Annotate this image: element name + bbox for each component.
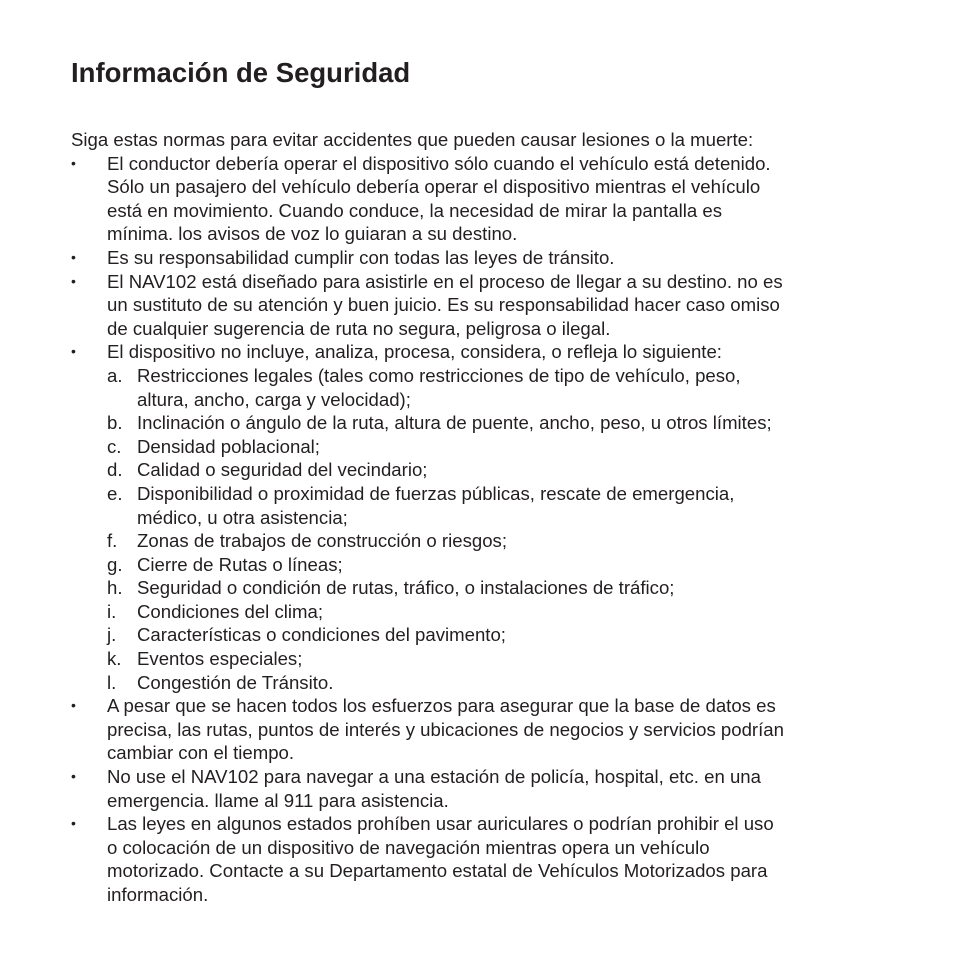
text-line: Sólo un pasajero del vehículo debería operar el dispositivo mientras el vehículo — [107, 176, 761, 198]
text-line: mínima. los avisos de voz lo guiaran a su destino. — [107, 223, 518, 245]
bullet-symbol: • — [71, 697, 76, 714]
text-line: médico, u otra asistencia; — [137, 506, 348, 528]
bullet-text — [107, 765, 901, 812]
sub-list — [107, 364, 901, 694]
text-line: Condiciones del clima; — [137, 600, 324, 622]
bullet-item — [71, 812, 901, 906]
bullet-item — [71, 694, 901, 765]
sub-list-marker: l. — [107, 671, 117, 693]
text-line: El dispositivo no incluye, analiza, procesa, considera, o refleja lo siguiente: — [107, 341, 722, 363]
text-line: Congestión de Tránsito. — [137, 671, 334, 693]
sub-list-item — [107, 435, 901, 459]
bullet-item — [71, 340, 901, 694]
bullet-symbol: • — [71, 815, 76, 832]
text-line: Características o condiciones del pavimento; — [137, 624, 506, 646]
page-title: Información de Seguridad — [71, 57, 411, 88]
sub-list-marker: f. — [107, 530, 118, 552]
sub-list-item — [107, 623, 901, 647]
sub-list-marker: d. — [107, 459, 123, 481]
text-line: está en movimiento. Cuando conduce, la necesidad de mirar la pantalla es — [107, 199, 722, 221]
text-line: Es su responsabilidad cumplir con todas las leyes de tránsito. — [107, 246, 615, 268]
text-line: Seguridad o condición de rutas, tráfico, o instalaciones de tráfico; — [137, 577, 675, 599]
bullet-item — [71, 152, 901, 246]
bullet-text — [107, 340, 901, 364]
sub-list-marker: b. — [107, 412, 123, 434]
sub-list-marker: i. — [107, 600, 117, 622]
bullet-symbol: • — [71, 343, 76, 360]
bullet-item — [71, 270, 901, 341]
sub-list-item — [107, 553, 901, 577]
text-line: Densidad poblacional; — [137, 435, 320, 457]
bullet-item — [71, 765, 901, 812]
bullet-item — [71, 246, 901, 270]
intro-text: Siga estas normas para evitar accidentes que pueden causar lesiones o la muerte: — [71, 129, 754, 150]
sub-list-item — [107, 458, 901, 482]
sub-list-marker: j. — [107, 624, 117, 646]
sub-list-marker: e. — [107, 482, 123, 504]
text-line: Calidad o seguridad del vecindario; — [137, 459, 428, 481]
text-line: Las leyes en algunos estados prohíben usar auriculares o podrían prohibir el uso — [107, 813, 774, 835]
safety-content — [71, 128, 901, 907]
bullet-text — [107, 246, 901, 270]
bullet-text — [107, 270, 901, 341]
text-line: precisa, las rutas, puntos de interés y ubicaciones de negocios y servicios podrían — [107, 718, 784, 740]
bullet-text — [107, 152, 901, 246]
text-line: Disponibilidad o proximidad de fuerzas públicas, rescate de emergencia, — [137, 482, 735, 504]
bullet-text — [107, 812, 901, 906]
sub-list-marker: k. — [107, 648, 122, 670]
text-line: emergencia. llame al 911 para asistencia. — [107, 789, 449, 811]
bullet-text — [107, 694, 901, 765]
text-line: o colocación de un dispositivo de navegación mientras opera un vehículo — [107, 836, 710, 858]
sub-list-marker: c. — [107, 435, 122, 457]
text-line: altura, ancho, carga y velocidad); — [137, 388, 411, 410]
text-line: Cierre de Rutas o líneas; — [137, 553, 343, 575]
text-line: Inclinación o ángulo de la ruta, altura de puente, ancho, peso, u otros límites; — [137, 412, 772, 434]
text-line: Restricciones legales (tales como restricciones de tipo de vehículo, peso, — [137, 364, 741, 386]
text-line: El conductor debería operar el dispositivo sólo cuando el vehículo está detenido. — [107, 152, 771, 174]
sub-list-marker: g. — [107, 553, 123, 575]
sub-list-item — [107, 600, 901, 624]
text-line: de cualquier sugerencia de ruta no segura, peligrosa o ilegal. — [107, 317, 611, 339]
text-line: un sustituto de su atención y buen juicio. Es su responsabilidad hacer caso omiso — [107, 294, 780, 316]
bullet-symbol: • — [71, 768, 76, 785]
sub-list-item — [107, 482, 901, 529]
text-line: motorizado. Contacte a su Departamento estatal de Vehículos Motorizados para — [107, 860, 768, 882]
bullet-symbol: • — [71, 248, 76, 265]
bullet-symbol: • — [71, 272, 76, 289]
sub-list-item — [107, 647, 901, 671]
safety-bullet-list — [71, 152, 901, 907]
text-line: cambiar con el tiempo. — [107, 742, 295, 764]
sub-list-item — [107, 364, 901, 411]
text-line: A pesar que se hacen todos los esfuerzos para asegurar que la base de datos es — [107, 695, 776, 717]
text-line: El NAV102 está diseñado para asistirle en el proceso de llegar a su destino. no es — [107, 270, 783, 292]
sub-list-item — [107, 576, 901, 600]
bullet-symbol: • — [71, 154, 76, 171]
text-line: Eventos especiales; — [137, 648, 303, 670]
text-line: Zonas de trabajos de construcción o riesgos; — [137, 530, 508, 552]
sub-list-item — [107, 671, 901, 695]
sub-list-item — [107, 529, 901, 553]
text-line: No use el NAV102 para navegar a una estación de policía, hospital, etc. en una — [107, 766, 761, 788]
text-line: información. — [107, 884, 209, 905]
sub-list-marker: a. — [107, 364, 123, 386]
sub-list-item — [107, 411, 901, 435]
sub-list-marker: h. — [107, 577, 123, 599]
